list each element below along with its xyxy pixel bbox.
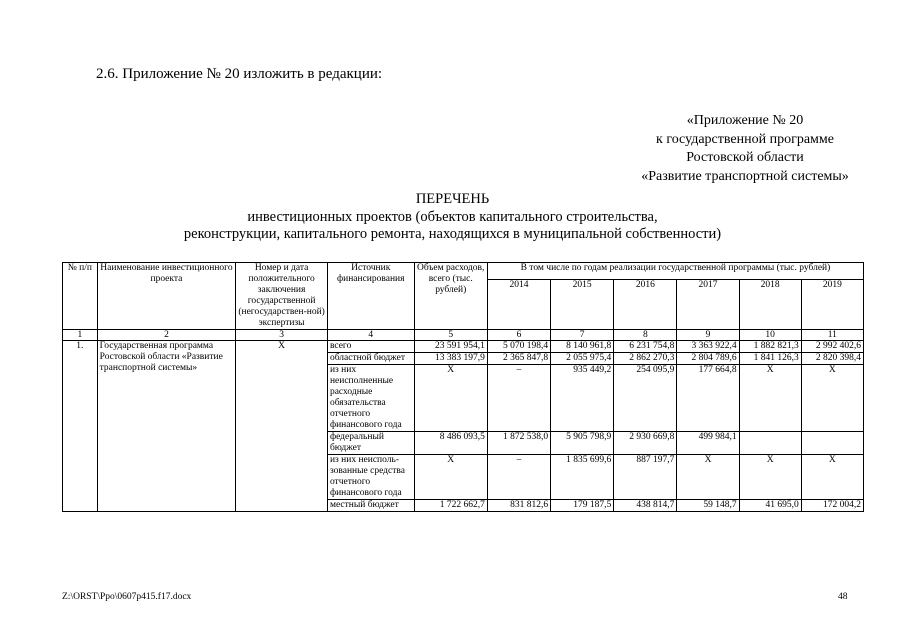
column-numbers-row bbox=[63, 330, 864, 341]
col-number: 9 bbox=[677, 330, 739, 341]
year-cell: 6 231 754,8 bbox=[614, 341, 677, 353]
header-total: Объем расходов, всего (тыс. рублей) bbox=[414, 263, 487, 330]
year-cell: 887 197,7 bbox=[614, 455, 677, 500]
title-line: инвестиционных проектов (объектов капитального строительства, bbox=[247, 208, 658, 225]
year-cell: 59 148,7 bbox=[677, 500, 739, 512]
header-year: 2017 bbox=[677, 280, 739, 330]
header-year: 2018 bbox=[739, 280, 801, 330]
source-cell: всего bbox=[327, 341, 414, 353]
footer-page-number: 48 bbox=[838, 592, 848, 602]
year-cell: Х bbox=[677, 455, 739, 500]
header-years-group: В том числе по годам реализации государственной программы (тыс. рублей) bbox=[487, 263, 863, 280]
total-cell: Х bbox=[414, 365, 487, 432]
col-number: 10 bbox=[739, 330, 801, 341]
year-cell: 2 820 398,4 bbox=[801, 353, 863, 365]
year-cell: 935 449,2 bbox=[551, 365, 614, 432]
header-year: 2015 bbox=[551, 280, 614, 330]
header-num: № п/п bbox=[63, 263, 98, 330]
header-row bbox=[63, 263, 864, 280]
col-number: 5 bbox=[414, 330, 487, 341]
header-year: 2019 bbox=[801, 280, 863, 330]
appendix-line: к государственной программе bbox=[656, 131, 834, 147]
investment-projects-table bbox=[62, 262, 864, 512]
year-cell: 2 365 847,8 bbox=[487, 353, 550, 365]
intro-text: 2.6. Приложение № 20 изложить в редакции: bbox=[96, 66, 383, 82]
year-cell: 172 004,2 bbox=[801, 500, 863, 512]
total-cell: Х bbox=[414, 455, 487, 500]
total-cell: 13 383 197,9 bbox=[414, 353, 487, 365]
col-number: 7 bbox=[551, 330, 614, 341]
year-cell: 1 882 821,3 bbox=[739, 341, 801, 353]
year-cell: 5 905 798,9 bbox=[551, 432, 614, 455]
header-year: 2016 bbox=[614, 280, 677, 330]
year-cell: 1 835 699,6 bbox=[551, 455, 614, 500]
project-num: 1. bbox=[63, 341, 98, 512]
header-expertise: Номер и дата положительного заключения государственной (негосударствен-ной) экспертизы bbox=[236, 263, 328, 330]
col-number: 1 bbox=[63, 330, 98, 341]
year-cell: 499 984,1 bbox=[677, 432, 739, 455]
appendix-line: «Приложение № 20 bbox=[686, 113, 804, 128]
source-cell: местный бюджет bbox=[327, 500, 414, 512]
title-line: ПЕРЕЧЕНЬ bbox=[415, 191, 490, 207]
col-number: 8 bbox=[614, 330, 677, 341]
year-cell: Х bbox=[739, 365, 801, 432]
col-number: 4 bbox=[327, 330, 414, 341]
year-cell: 8 140 961,8 bbox=[551, 341, 614, 353]
year-cell: Х bbox=[801, 365, 863, 432]
appendix-line: «Развитие транспортной системы» bbox=[641, 168, 849, 184]
year-cell: 2 862 270,3 bbox=[614, 353, 677, 365]
header-name: Наименование инвестиционного проекта bbox=[97, 263, 236, 330]
year-cell: 2 992 402,6 bbox=[801, 341, 863, 353]
col-number: 3 bbox=[236, 330, 328, 341]
year-cell: 177 664,8 bbox=[677, 365, 739, 432]
year-cell: 41 695,0 bbox=[739, 500, 801, 512]
year-cell: 3 363 922,4 bbox=[677, 341, 739, 353]
year-cell: 179 187,5 bbox=[551, 500, 614, 512]
year-cell: 5 070 198,4 bbox=[487, 341, 550, 353]
year-cell: – bbox=[487, 365, 550, 432]
appendix-header bbox=[600, 112, 890, 186]
title-line: реконструкции, капитального ремонта, находящихся в муниципальной собственности) bbox=[183, 226, 722, 242]
appendix-line: Ростовской области bbox=[686, 150, 804, 165]
total-cell: 8 486 093,5 bbox=[414, 432, 487, 455]
source-cell: из них неисполненные расходные обязательства отчетного финансового года bbox=[327, 365, 414, 432]
source-cell: областной бюджет bbox=[327, 353, 414, 365]
header-source: Источник финансирования bbox=[327, 263, 414, 330]
col-number: 11 bbox=[801, 330, 863, 341]
header-year: 2014 bbox=[487, 280, 550, 330]
year-cell: 2 930 669,8 bbox=[614, 432, 677, 455]
year-cell: 438 814,7 bbox=[614, 500, 677, 512]
year-cell: 2 804 789,6 bbox=[677, 353, 739, 365]
col-number: 2 bbox=[97, 330, 236, 341]
year-cell: 1 872 538,0 bbox=[487, 432, 550, 455]
footer-file-path: Z:\ORST\Ppo\0607p415.f17.docx bbox=[62, 592, 192, 602]
year-cell bbox=[801, 432, 863, 455]
year-cell: – bbox=[487, 455, 550, 500]
year-cell: 1 841 126,3 bbox=[739, 353, 801, 365]
year-cell: 2 055 975,4 bbox=[551, 353, 614, 365]
table-row bbox=[63, 341, 864, 353]
year-cell: Х bbox=[739, 455, 801, 500]
total-cell: 23 591 954,1 bbox=[414, 341, 487, 353]
year-cell bbox=[739, 432, 801, 455]
year-cell: 254 095,9 bbox=[614, 365, 677, 432]
col-number: 6 bbox=[487, 330, 550, 341]
project-expertise: Х bbox=[236, 341, 328, 512]
source-cell: федеральный бюджет bbox=[327, 432, 414, 455]
document-title bbox=[0, 191, 905, 244]
total-cell: 1 722 662,7 bbox=[414, 500, 487, 512]
source-cell: из них неисполь-зованные средства отчетного финансового года bbox=[327, 455, 414, 500]
project-name: Государственная программа Ростовской области «Развитие транспортной системы» bbox=[97, 341, 236, 512]
year-cell: 831 812,6 bbox=[487, 500, 550, 512]
year-cell: Х bbox=[801, 455, 863, 500]
